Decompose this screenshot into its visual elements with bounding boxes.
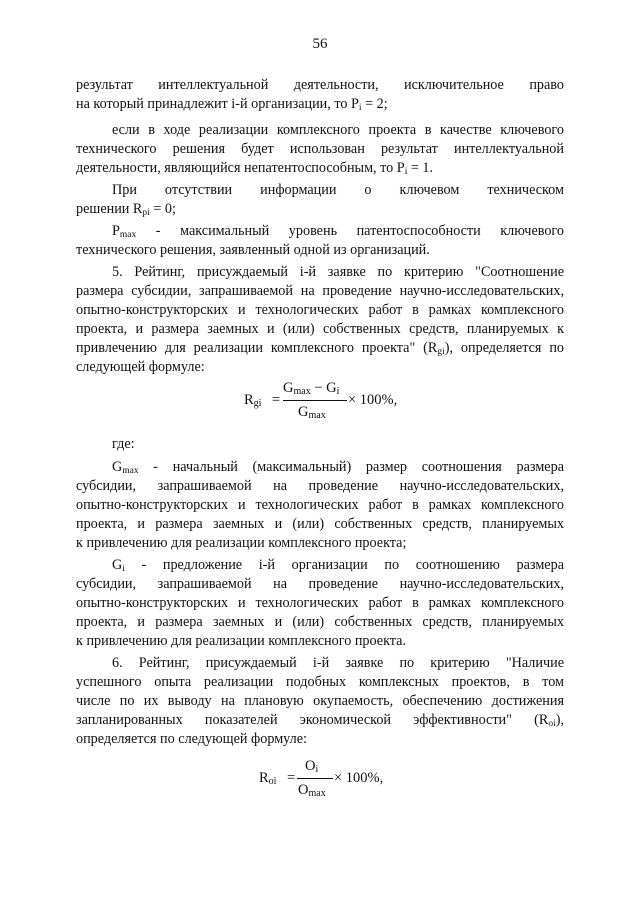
- text-line: проекта, и размера заемных и (или) собственных средств, планируемых: [76, 516, 564, 532]
- text-line: опытно-конструкторских и технологических работ в рамках комплексного: [76, 497, 564, 513]
- formula-numerator: $G_{max} - G_i$: [283, 380, 340, 397]
- fraction-bar: [283, 400, 347, 401]
- text-line: размера субсидии, запрашиваемой на проведение научно-исследовательских,: [76, 283, 564, 299]
- text-line: следующей формуле:: [76, 359, 205, 375]
- formula-lhs: $R_{gi}$: [244, 392, 262, 409]
- text-line: 6. Рейтинг, присуждаемый i-й заявке по критерию "Наличие: [112, 655, 564, 671]
- text-line: привлечению для реализации комплексного проекта" $(R_{gi})$, определяется по: [76, 340, 565, 357]
- text-line: к привлечению для реализации комплексного проекта.: [76, 633, 407, 649]
- text-line: опытно-конструкторских и технологических работ в рамках комплексного: [76, 302, 564, 318]
- text-line: субсидии, запрашиваемой на проведение научно-исследовательских,: [76, 576, 564, 592]
- text-line: определяется по следующей формуле:: [76, 731, 307, 747]
- text-line: деятельности, являющийся непатентоспособным, то $P_i = 1$.: [76, 160, 434, 177]
- text-line: субсидии, запрашиваемой на проведение научно-исследовательских,: [76, 478, 564, 494]
- formula-tail: × 100%,: [334, 770, 384, 786]
- text-line: если в ходе реализации комплексного проекта в качестве ключевого: [112, 122, 564, 138]
- formula-equals: =: [272, 392, 281, 408]
- formula-equals: =: [287, 770, 296, 786]
- text-line: 5. Рейтинг, присуждаемый i-й заявке по критерию "Соотношение: [112, 264, 564, 280]
- text-line: опытно-конструкторских и технологических работ в рамках комплексного: [76, 595, 564, 611]
- text-line: числе по их выводу на плановую окупаемость, обеспечению достижения: [76, 693, 564, 709]
- text-line: на который принадлежит i-й организации, то $P_i = 2$;: [76, 96, 388, 113]
- text-line: $P_{max}$ - максимальный уровень патентоспособности ключевого: [112, 223, 564, 240]
- text-line: технического решения будет использован результат интеллектуальной: [76, 141, 564, 157]
- formula-numerator: $O_i$: [305, 758, 319, 775]
- formula-lhs: $R_{oi}$: [259, 770, 277, 787]
- text-line: проекта, и размера заемных и (или) собственных средств, планируемых к: [76, 321, 564, 337]
- fraction-bar: [297, 778, 333, 779]
- text-line: проекта, и размера заемных и (или) собственных средств, планируемых: [76, 614, 564, 630]
- text-line: к привлечению для реализации комплексного проекта;: [76, 535, 407, 551]
- text-line: результат интеллектуальной деятельности, исключительное право: [76, 77, 564, 93]
- formula-tail: × 100%,: [348, 392, 398, 408]
- page-number: 56: [312, 36, 328, 52]
- text-line: где:: [112, 436, 135, 452]
- text-line: $G_{max}$ - начальный (максимальный) размер соотношения размера: [112, 459, 564, 476]
- text-line: запланированных показателей экономической эффективности" $(R_{oi})$,: [76, 712, 564, 729]
- text-line: решении $R_{pi} = 0$;: [76, 201, 176, 218]
- formula-denominator: $G_{max}$: [298, 404, 326, 421]
- text-line: технического решения, заявленный одной из организаций.: [76, 242, 430, 258]
- text-line: При отсутствии информации о ключевом техническом: [112, 182, 564, 198]
- text-line: успешного опыта реализации подобных комплексных проектов, в том: [76, 674, 564, 690]
- formula-denominator: $O_{max}$: [298, 782, 326, 799]
- text-line: $G_i$ - предложение i-й организации по соотношению размера: [112, 557, 564, 574]
